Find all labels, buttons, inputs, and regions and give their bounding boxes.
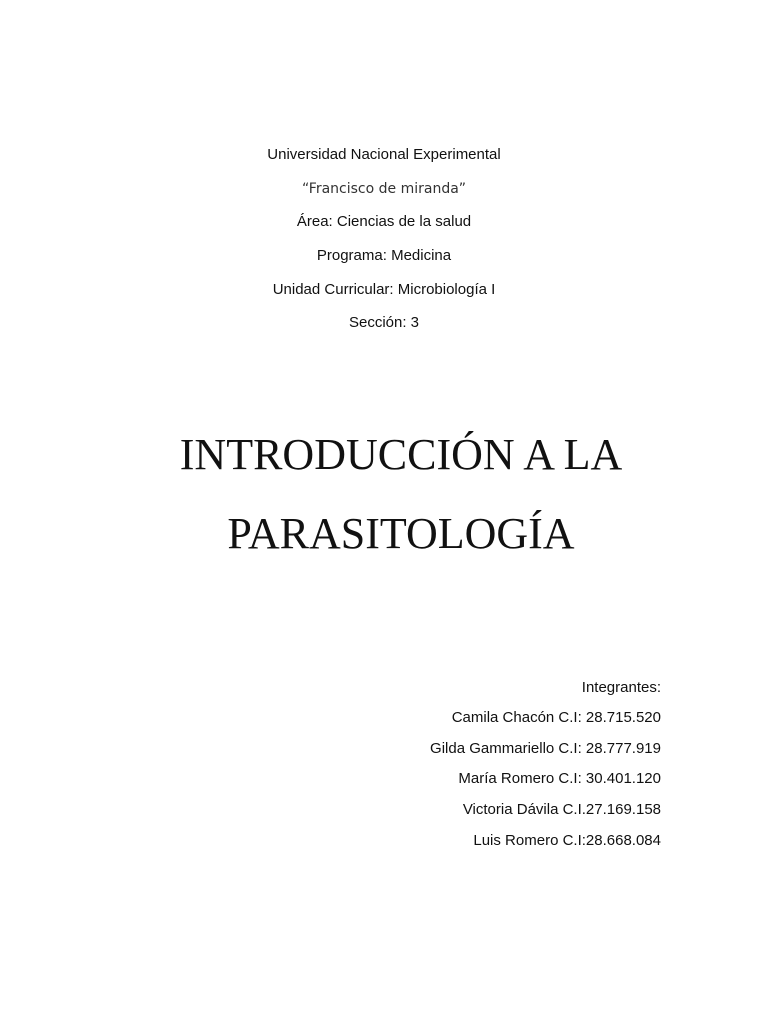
university-name: Universidad Nacional Experimental xyxy=(267,146,501,163)
member-item: María Romero C.I: 30.401.120 xyxy=(458,770,661,787)
member-item: Camila Chacón C.I: 28.715.520 xyxy=(451,709,661,726)
area-label: Área: Ciencias de la salud xyxy=(296,213,472,230)
program-label: Programa: Medicina xyxy=(316,247,452,264)
title-line-1: INTRODUCCIÓN A LA xyxy=(179,430,623,479)
title-line-2: PARASITOLOGÍA xyxy=(227,509,575,558)
section-label: Sección: 3 xyxy=(348,314,420,331)
curricular-unit-label: Unidad Curricular: Microbiología I xyxy=(272,281,496,298)
university-namesake: “Francisco de miranda” xyxy=(301,181,467,197)
members-heading: Integrantes: xyxy=(581,679,661,696)
member-item: Luis Romero C.I:28.668.084 xyxy=(473,832,661,849)
member-item: Gilda Gammariello C.I: 28.777.919 xyxy=(430,740,661,757)
member-item: Victoria Dávila C.I.27.169.158 xyxy=(462,801,661,818)
